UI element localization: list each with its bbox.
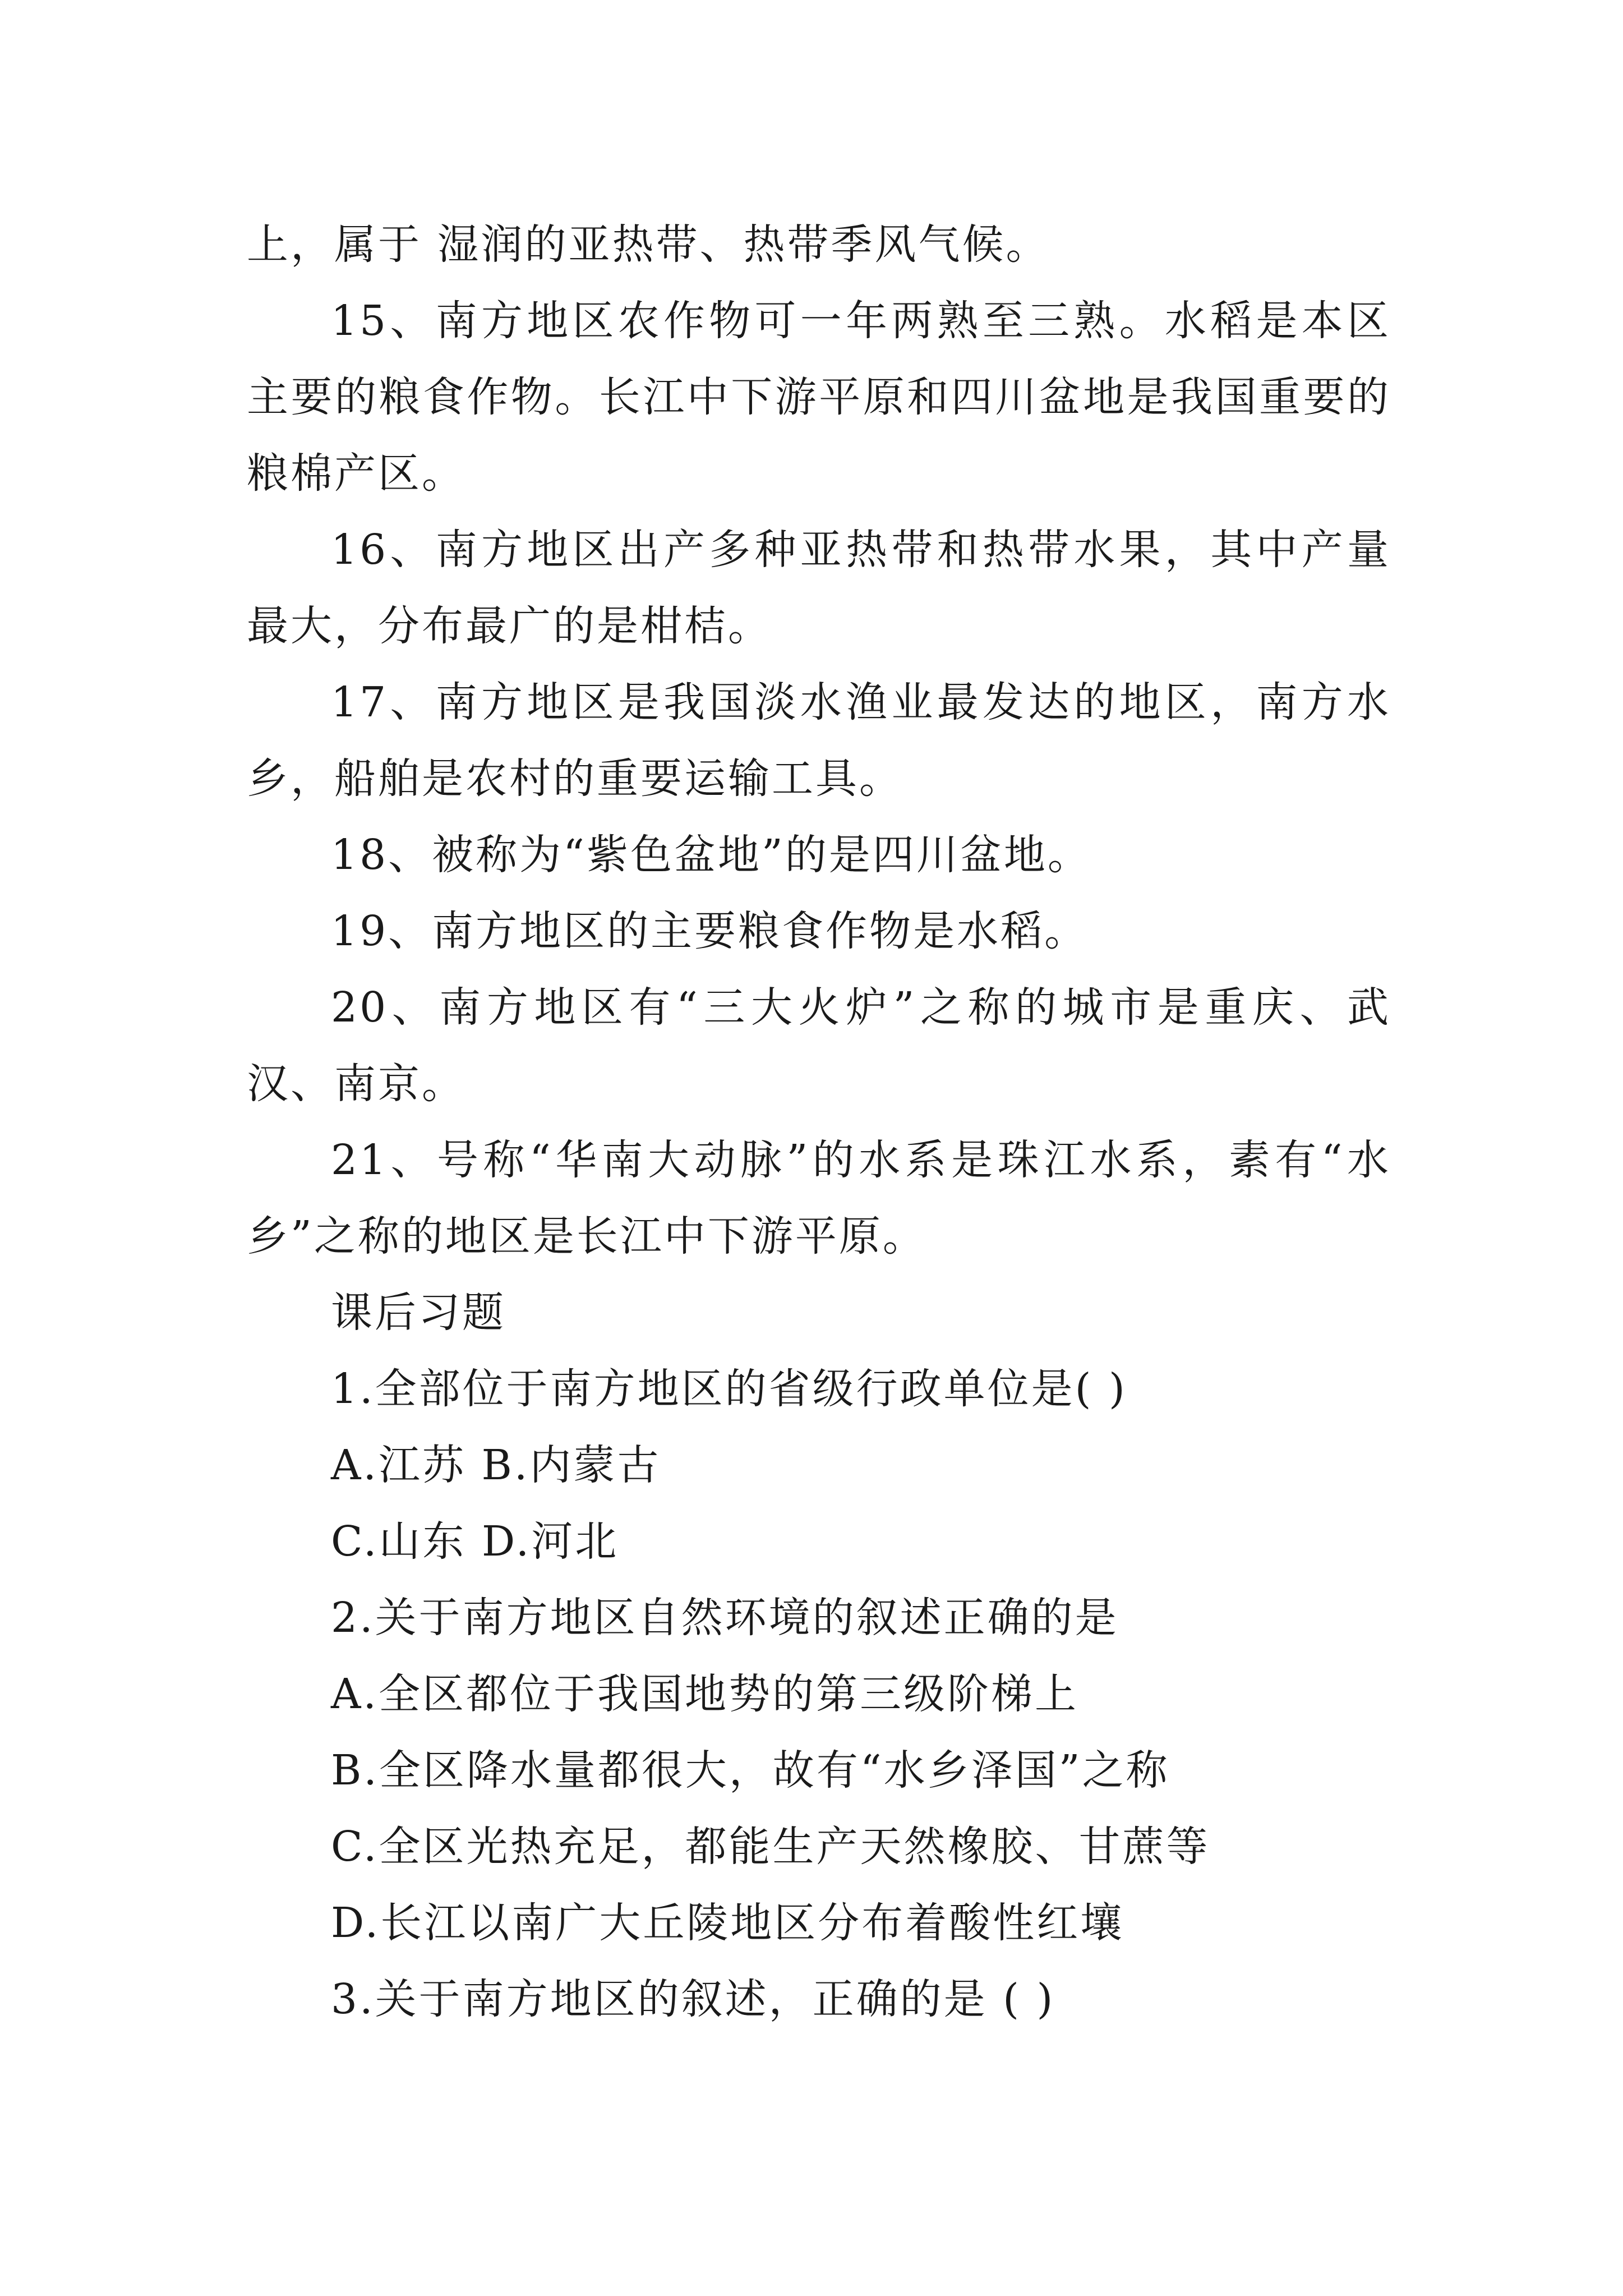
- question-1: 1.全部位于南方地区的省级行政单位是( ): [331, 1365, 1127, 1413]
- paragraph-item-21: 21、号称“华南大动脉”的水系是珠江水系，素有“水乡”之称的地区是长江中下游平原。: [247, 1136, 1391, 1260]
- paragraph-item-16: 16、南方地区出产多种亚热带和热带水果，其中产量最大，分布最广的是柑桔。: [247, 526, 1391, 650]
- question-3: 3.关于南方地区的叙述，正确的是 ( ): [331, 1975, 1055, 2023]
- paragraph-item-18: 18、被称为“紫色盆地”的是四川盆地。: [331, 831, 1091, 879]
- paragraph-continuation: 上，属于 湿润的亚热带、热带季风气候。: [247, 220, 1050, 269]
- paragraph-item-19: 19、南方地区的主要粮食作物是水稻。: [331, 907, 1089, 955]
- question-1-options-cd: C.山东 D.河北: [331, 1517, 619, 1566]
- exercises-heading: 课后习题: [331, 1289, 506, 1337]
- question-2: 2.关于南方地区自然环境的叙述正确的是: [331, 1594, 1119, 1642]
- question-2-option-a: A.全区都位于我国地势的第三级阶梯上: [331, 1670, 1078, 1718]
- paragraph-item-17: 17、南方地区是我国淡水渔业最发达的地区，南方水乡，船舶是农村的重要运输工具。: [247, 678, 1391, 803]
- paragraph-item-20: 20、南方地区有“三大火炉”之称的城市是重庆、武汉、南京。: [247, 983, 1391, 1108]
- question-2-option-d: D.长江以南广大丘陵地区分布着酸性红壤: [331, 1899, 1124, 1947]
- question-2-option-b: B.全区降水量都很大，故有“水乡泽国”之称: [331, 1746, 1170, 1795]
- document-body: [247, 206, 1391, 2037]
- paragraph-item-15: 15、南方地区农作物可一年两熟至三熟。水稻是本区主要的粮食作物。长江中下游平原和四川盆地是我国重要的粮棉产区。: [247, 297, 1391, 498]
- question-2-option-c: C.全区光热充足，都能生产天然橡胶、甘蔗等: [331, 1823, 1210, 1871]
- question-1-options-ab: A.江苏 B.内蒙古: [331, 1441, 661, 1489]
